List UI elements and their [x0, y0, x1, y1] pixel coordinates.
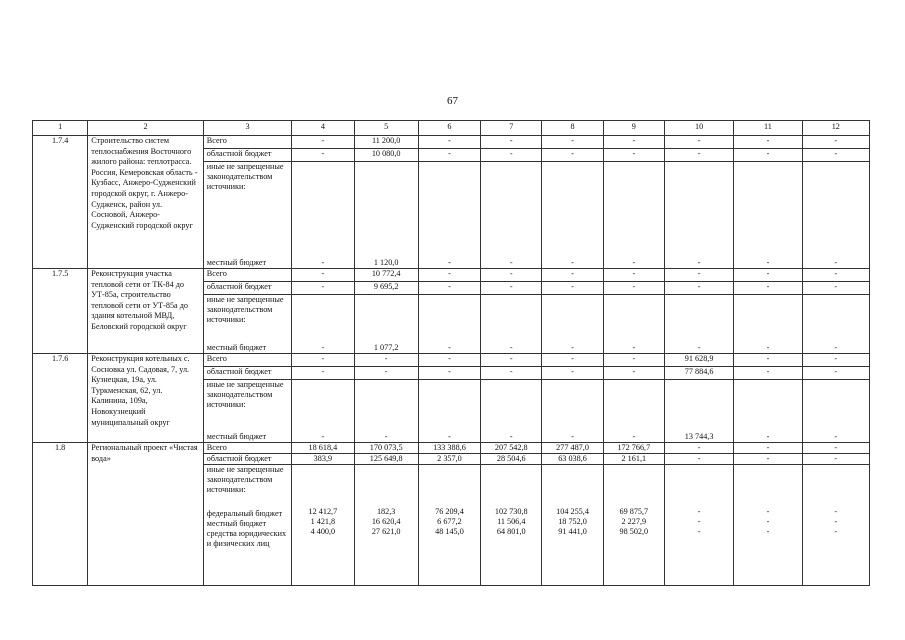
amount-cell — [603, 380, 664, 443]
spacer — [483, 465, 539, 507]
spacer — [421, 295, 478, 337]
amount-stack — [736, 162, 799, 268]
amount-value: - — [766, 516, 770, 526]
amount-cell: - — [542, 354, 603, 367]
amount-cell — [664, 380, 733, 443]
spacer — [805, 380, 867, 422]
spacer — [483, 162, 539, 204]
spacer — [736, 295, 799, 337]
item-code: 1.7.6 — [33, 354, 88, 443]
column-number: 11 — [734, 121, 802, 136]
amount-cell: - — [542, 149, 603, 162]
amount-cell — [292, 380, 354, 443]
amount-stack — [544, 380, 600, 442]
amount-value: 69 875,7 — [619, 506, 649, 516]
amount-value: - — [834, 527, 838, 537]
amount-cell: 172 766,7 — [603, 443, 664, 454]
amount-cell — [802, 295, 869, 354]
other-sources-stack — [207, 465, 288, 585]
amount-stack — [805, 380, 867, 442]
other-sources-cell — [203, 295, 291, 354]
amount-cell — [542, 380, 603, 443]
amount-cell: - — [734, 149, 802, 162]
amount-cell: - — [734, 367, 802, 380]
amount-stack — [736, 295, 799, 353]
amount-stack — [544, 295, 600, 353]
amount-cell — [354, 295, 418, 354]
other-sources-cell — [203, 380, 291, 443]
amount-value: - — [766, 506, 770, 516]
amount-stack — [606, 380, 662, 442]
amount-cell: - — [418, 367, 480, 380]
amount-cell: 11 200,0 — [354, 136, 418, 149]
amount-cell: - — [603, 367, 664, 380]
funding-source: местный бюджет — [206, 431, 267, 441]
amount-cell: 170 073,5 — [354, 443, 418, 454]
amount-cell: - — [603, 282, 664, 295]
amount-stack — [483, 162, 539, 268]
amount-cell: - — [802, 354, 869, 367]
spacer — [294, 465, 351, 507]
amount-cell: - — [542, 269, 603, 282]
amount-cell: - — [664, 136, 733, 149]
funding-source: областной бюджет — [203, 367, 291, 380]
amount-cell: - — [664, 443, 733, 454]
amount-cell: - — [354, 354, 418, 367]
column-number: 10 — [664, 121, 733, 136]
amount-value: - — [697, 257, 701, 267]
amount-cell: - — [481, 149, 542, 162]
amount-cell — [802, 380, 869, 443]
amount-cell — [481, 380, 542, 443]
amount-value: 76 209,4 — [435, 506, 464, 516]
spacer — [606, 380, 662, 422]
amount-cell — [481, 465, 542, 586]
spacer — [736, 465, 799, 507]
spacer — [667, 162, 731, 204]
spacer — [736, 380, 799, 422]
amount-cell — [734, 162, 802, 269]
amount-cell: 91 628,9 — [664, 354, 733, 367]
amount-cell — [418, 162, 480, 269]
amount-cell: 77 884,6 — [664, 367, 733, 380]
amount-cell: 10 080,0 — [354, 149, 418, 162]
amount-cell: - — [292, 354, 354, 367]
amount-value: 27 621,0 — [371, 527, 401, 537]
amount-stack — [483, 295, 539, 353]
amount-cell: - — [734, 443, 802, 454]
funding-source: Всего — [203, 136, 291, 149]
amount-stack — [421, 465, 478, 585]
item-code: 1.7.4 — [33, 136, 88, 269]
amount-value: 64 801,0 — [496, 527, 526, 537]
amount-cell — [664, 465, 733, 586]
amount-cell: 2 161,1 — [603, 454, 664, 465]
column-number: 12 — [802, 121, 869, 136]
amount-cell: - — [734, 269, 802, 282]
column-number: 5 — [354, 121, 418, 136]
amount-cell: 18 618,4 — [292, 443, 354, 454]
amount-stack — [606, 465, 662, 585]
column-number: 1 — [33, 121, 88, 136]
amount-value: - — [509, 342, 513, 352]
amount-cell: - — [734, 454, 802, 465]
amount-value: 16 620,4 — [371, 516, 401, 526]
spacer — [421, 162, 478, 204]
amount-cell: - — [481, 282, 542, 295]
funding-source: местный бюджет — [206, 518, 267, 528]
amount-cell — [542, 295, 603, 354]
amount-cell: - — [292, 282, 354, 295]
amount-cell — [292, 465, 354, 586]
amount-cell: - — [603, 136, 664, 149]
item-code: 1.7.5 — [33, 269, 88, 354]
amount-value: - — [509, 257, 513, 267]
other-sources-label: иные не запрещенные законодательством источники: — [206, 380, 284, 409]
amount-value: - — [571, 431, 574, 441]
amount-cell: - — [418, 269, 480, 282]
other-sources-stack — [207, 380, 288, 442]
amount-cell: 207 542,8 — [481, 443, 542, 454]
spacer — [606, 162, 662, 204]
funding-source: Всего — [203, 269, 291, 282]
amount-value: 18 752,0 — [558, 516, 587, 526]
amount-stack — [483, 465, 539, 585]
amount-stack — [606, 162, 662, 268]
spacer — [667, 380, 731, 422]
amount-cell — [292, 295, 354, 354]
amount-cell — [481, 295, 542, 354]
amount-cell: 28 504,6 — [481, 454, 542, 465]
amount-stack — [606, 295, 662, 353]
spacer — [736, 162, 799, 204]
amount-cell — [734, 465, 802, 586]
amount-cell — [664, 162, 733, 269]
amount-cell: - — [664, 454, 733, 465]
page-number: 67 — [447, 95, 458, 107]
amount-cell — [418, 465, 480, 586]
amount-cell: 63 038,6 — [542, 454, 603, 465]
amount-cell — [734, 380, 802, 443]
spacer — [805, 162, 867, 204]
amount-value: - — [448, 342, 451, 352]
amount-cell: 9 695,2 — [354, 282, 418, 295]
amount-cell — [802, 465, 869, 586]
amount-stack — [805, 162, 867, 268]
amount-cell — [603, 465, 664, 586]
amount-cell: 10 772,4 — [354, 269, 418, 282]
spacer — [421, 465, 478, 507]
amount-cell: 133 388,6 — [418, 443, 480, 454]
amount-value: 98 502,0 — [619, 527, 649, 537]
amount-cell: - — [481, 367, 542, 380]
spacer — [805, 465, 867, 507]
amount-stack — [667, 380, 731, 442]
column-number: 7 — [481, 121, 542, 136]
amount-cell — [734, 295, 802, 354]
amount-value: - — [632, 257, 636, 267]
amount-stack — [544, 465, 600, 585]
amount-value: 102 730,8 — [494, 506, 528, 516]
amount-value: - — [766, 257, 770, 267]
table-row — [33, 136, 870, 149]
column-number: 4 — [292, 121, 354, 136]
other-sources-cell — [203, 465, 291, 586]
amount-stack — [294, 465, 351, 585]
amount-value: - — [321, 257, 325, 267]
spacer — [544, 380, 600, 422]
amount-stack — [357, 162, 416, 268]
funding-source: Всего — [203, 354, 291, 367]
funding-source: областной бюджет — [203, 454, 291, 465]
spacer — [421, 380, 478, 422]
spacer — [606, 465, 662, 507]
amount-value: - — [697, 342, 701, 352]
amount-value: - — [766, 527, 770, 537]
amount-value: - — [448, 257, 451, 267]
item-description: Строительство систем теплоснабжения Восточного жилого района: теплотрасса. Россия, Кемеровская область - Кузбасс, Анжеро-Судженский городской округ, г. Анжеро-Судженск, район ул. Сосновой, Анжеро-Судженский городской округ — [88, 136, 204, 269]
amount-stack — [421, 162, 478, 268]
spacer — [544, 465, 600, 507]
amount-value: 2 227,9 — [621, 516, 647, 526]
amount-cell: 277 487,0 — [542, 443, 603, 454]
amount-cell: - — [603, 269, 664, 282]
amount-cell: - — [664, 149, 733, 162]
spacer — [805, 295, 867, 337]
other-sources-label: иные не запрещенные законодательством источники: — [206, 465, 284, 494]
amount-cell — [802, 162, 869, 269]
amount-cell — [292, 162, 354, 269]
spacer — [667, 295, 731, 337]
column-number: 3 — [203, 121, 291, 136]
amount-value: 11 506,4 — [497, 516, 526, 526]
amount-cell — [664, 295, 733, 354]
amount-value: 48 145,0 — [435, 527, 464, 537]
amount-cell — [542, 465, 603, 586]
spacer — [294, 295, 351, 337]
budget-table — [32, 120, 870, 586]
amount-value: - — [834, 342, 838, 352]
amount-stack — [736, 465, 799, 585]
item-code: 1.8 — [33, 443, 88, 586]
other-sources-stack — [207, 295, 288, 353]
other-sources-cell — [203, 162, 291, 269]
amount-cell: - — [542, 136, 603, 149]
amount-stack — [357, 380, 416, 442]
spacer — [357, 162, 416, 204]
amount-cell: - — [481, 136, 542, 149]
amount-cell: - — [802, 149, 869, 162]
amount-value: - — [834, 257, 838, 267]
amount-cell: - — [802, 454, 869, 465]
funding-source: местный бюджет — [206, 257, 267, 267]
amount-cell: - — [418, 354, 480, 367]
amount-value: - — [697, 527, 701, 537]
amount-value: - — [384, 431, 388, 441]
other-sources-label: иные не запрещенные законодательством источники: — [206, 295, 284, 324]
amount-value: - — [834, 431, 838, 441]
amount-value: - — [632, 431, 636, 441]
amount-stack — [421, 295, 478, 353]
amount-value: - — [321, 342, 325, 352]
amount-stack — [357, 465, 416, 585]
amount-cell: - — [802, 282, 869, 295]
amount-cell: - — [802, 443, 869, 454]
amount-cell: - — [802, 136, 869, 149]
amount-value: 4 400,0 — [310, 527, 336, 537]
amount-cell: - — [292, 367, 354, 380]
amount-cell — [481, 162, 542, 269]
amount-value: 104 255,4 — [556, 506, 589, 516]
spacer — [357, 465, 416, 507]
amount-stack — [294, 295, 351, 353]
amount-cell — [603, 295, 664, 354]
amount-value: - — [571, 257, 574, 267]
amount-stack — [421, 380, 478, 442]
spacer — [606, 295, 662, 337]
amount-value: - — [571, 342, 574, 352]
amount-cell — [354, 465, 418, 586]
amount-cell — [354, 162, 418, 269]
item-description: Реконструкция участка тепловой сети от ТК-84 до УТ-85а, строительство тепловой сети от УТ-85а до здания котельной МВД, Беловский городской округ — [88, 269, 204, 354]
spacer — [294, 380, 351, 422]
spacer — [483, 295, 539, 337]
amount-value: - — [632, 342, 636, 352]
table-row — [33, 269, 870, 282]
amount-cell: - — [734, 136, 802, 149]
amount-stack — [667, 295, 731, 353]
amount-cell: - — [664, 269, 733, 282]
column-number: 2 — [88, 121, 204, 136]
amount-cell — [354, 380, 418, 443]
amount-cell — [418, 295, 480, 354]
amount-cell: - — [292, 136, 354, 149]
amount-value: - — [321, 431, 325, 441]
spacer — [357, 295, 416, 337]
amount-cell: - — [418, 136, 480, 149]
spacer — [357, 380, 416, 422]
amount-cell: - — [603, 149, 664, 162]
amount-value: - — [697, 506, 701, 516]
item-description: Реконструкция котельных с. Сосновка ул. Садовая, 7, ул. Кузнецкая, 19а, ул. Туркменская, 62, ул. Калинина, 109а, Новокузнецкий муниципальный округ — [88, 354, 204, 443]
amount-cell: - — [542, 282, 603, 295]
funding-source: областной бюджет — [203, 149, 291, 162]
amount-cell: - — [603, 354, 664, 367]
amount-cell: - — [481, 269, 542, 282]
amount-value: 91 441,0 — [558, 527, 587, 537]
amount-stack — [294, 380, 351, 442]
column-number: 9 — [603, 121, 664, 136]
spacer — [544, 162, 600, 204]
amount-value: 1 077,2 — [373, 342, 399, 352]
amount-value: - — [509, 431, 513, 441]
amount-cell: - — [354, 367, 418, 380]
item-description: Региональный проект «Чистая вода» — [88, 443, 204, 586]
amount-cell: - — [542, 367, 603, 380]
amount-stack — [736, 380, 799, 442]
amount-cell — [603, 162, 664, 269]
amount-value: - — [448, 431, 451, 441]
amount-value: - — [834, 506, 838, 516]
amount-value: 182,3 — [376, 506, 396, 516]
table-row — [33, 354, 870, 367]
funding-source: Всего — [203, 443, 291, 454]
column-number: 8 — [542, 121, 603, 136]
amount-cell: 2 357,0 — [418, 454, 480, 465]
amount-cell: - — [734, 282, 802, 295]
column-number-row — [33, 121, 870, 136]
spacer — [544, 295, 600, 337]
amount-stack — [294, 162, 351, 268]
amount-cell: 125 649,8 — [354, 454, 418, 465]
amount-cell: - — [734, 354, 802, 367]
amount-value: - — [697, 516, 701, 526]
amount-value: - — [834, 516, 838, 526]
funding-source: средства юридических и физических лиц — [206, 529, 287, 549]
table-row — [33, 443, 870, 454]
column-number: 6 — [418, 121, 480, 136]
spacer — [667, 465, 731, 507]
spacer — [483, 380, 539, 422]
amount-cell: - — [664, 282, 733, 295]
amount-value: 1 421,8 — [310, 516, 336, 526]
amount-cell: - — [418, 149, 480, 162]
amount-cell: 383,9 — [292, 454, 354, 465]
amount-stack — [667, 465, 731, 585]
funding-source: федеральный бюджет — [206, 508, 283, 518]
amount-cell: - — [802, 269, 869, 282]
amount-cell: - — [292, 269, 354, 282]
amount-stack — [805, 465, 867, 585]
amount-value: 13 744,3 — [684, 431, 714, 441]
amount-value: 6 677,2 — [437, 516, 462, 526]
spacer — [294, 162, 351, 204]
amount-stack — [667, 162, 731, 268]
amount-value: 1 120,0 — [373, 257, 399, 267]
amount-cell — [542, 162, 603, 269]
amount-value: - — [766, 431, 770, 441]
amount-stack — [483, 380, 539, 442]
amount-cell: - — [802, 367, 869, 380]
amount-value: - — [766, 342, 770, 352]
amount-stack — [544, 162, 600, 268]
other-sources-stack — [207, 162, 288, 268]
amount-cell: - — [481, 354, 542, 367]
amount-stack — [357, 295, 416, 353]
other-sources-label: иные не запрещенные законодательством источники: — [206, 162, 284, 191]
amount-cell: - — [292, 149, 354, 162]
funding-source: местный бюджет — [206, 342, 267, 352]
funding-source: областной бюджет — [203, 282, 291, 295]
amount-cell — [418, 380, 480, 443]
amount-value: 12 412,7 — [308, 506, 338, 516]
amount-cell: - — [418, 282, 480, 295]
amount-stack — [805, 295, 867, 353]
